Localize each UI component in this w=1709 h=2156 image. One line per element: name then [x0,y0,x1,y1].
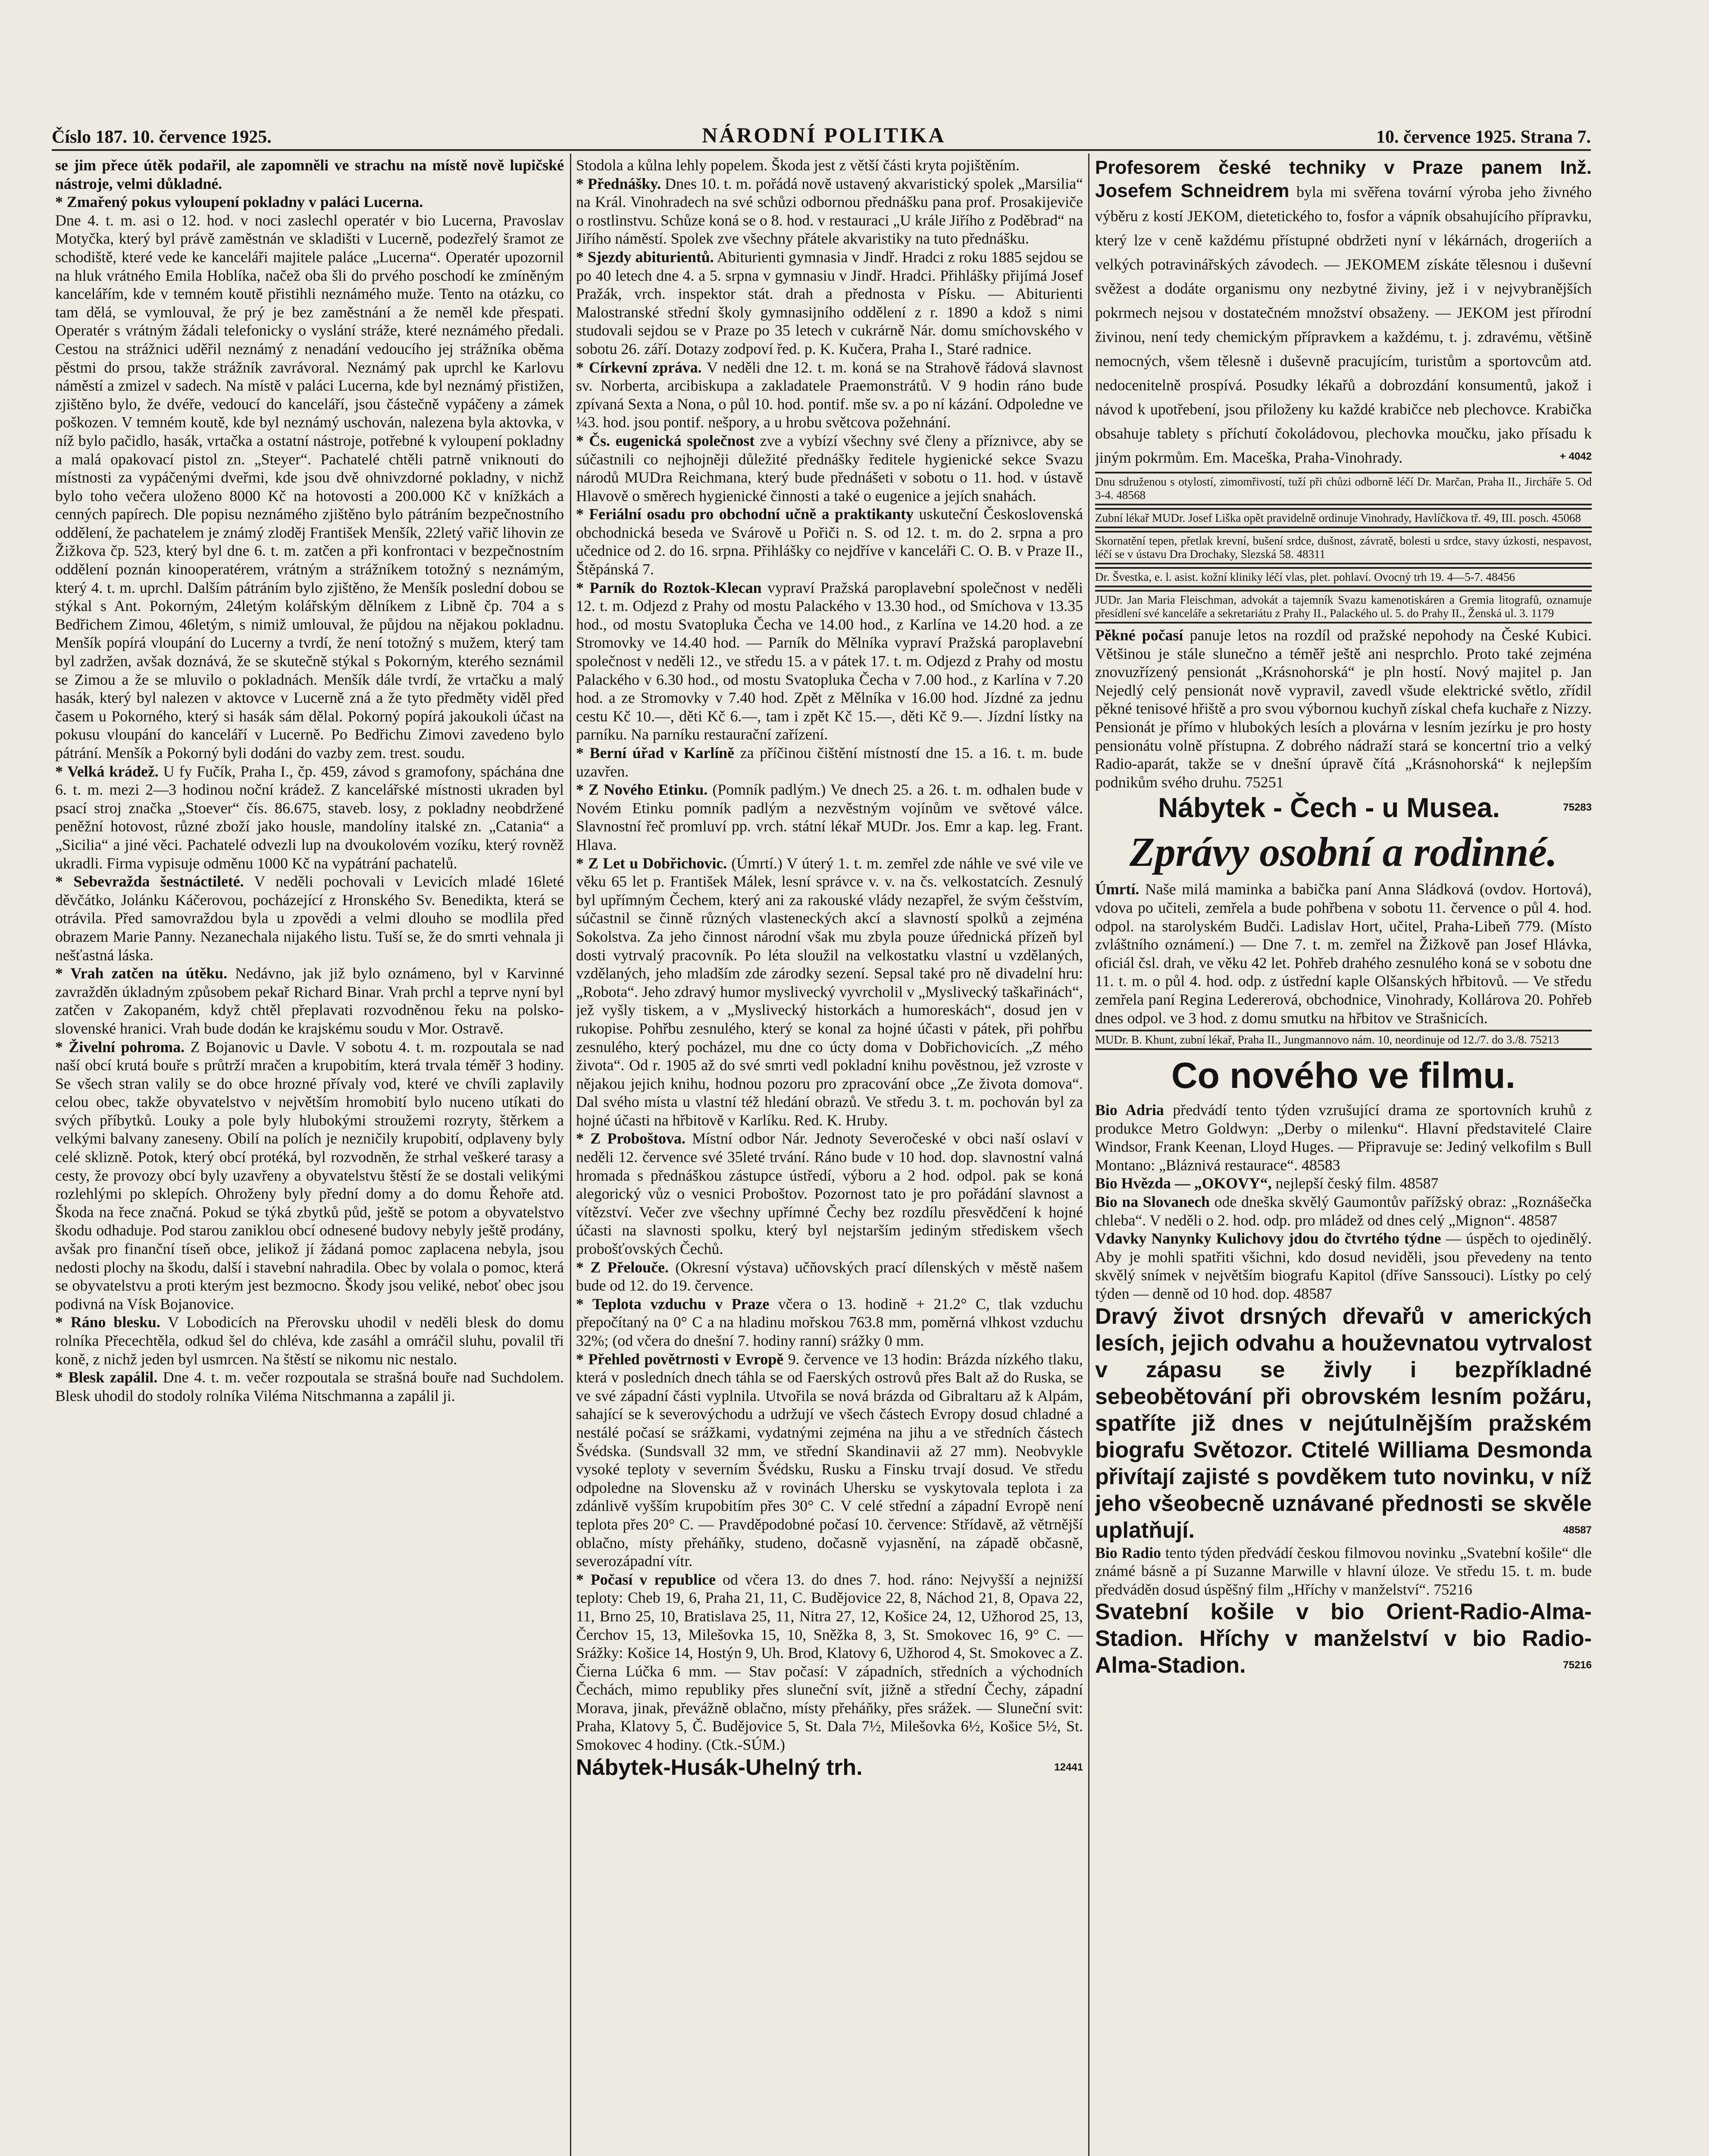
article-paragraph [1095,791,1592,824]
paragraph-lead: Dravý život drsných dřevařů v amerických lesích, jejich odvahu a houževnatou vytrvalost v zápasu se živly i bezpříkladné sebeobětování při obrovském lesním požáru, spatříte již dnes v nejútulnějším pražském biografu Světozor. Ctitelé Williama Desmonda přivítají zajisté s povděkem tuto novinku, v níž jeho všeobecně uznávané přednosti se skvěle uplatňují. [1095,1304,1592,1543]
paragraph-body: zve a vybízí všechny své členy a příznivce, aby se súčastnili co nejhojněji důležité přednášky ředitele hygienické sekce Svazu národů MUDra Reichmana, který bude přednášeti v sobotu o 11. hod. v ústavě Hlavově o směrech hygienické činnosti a také o eugenice a jejích snahách. [576,432,1083,505]
article-paragraph [576,175,1083,248]
article-paragraph [1095,1030,1592,1050]
column-2 [576,156,1083,2156]
paragraph-body: Nedávno, jak již bylo oznámeno, byl v Karvinné zavražděn úkladným způsobem pekař Richard Binar. Vrah prchl a teprve nyní byl zatčen v Zakopaném, když chtěl přeplavati rozvodněnou řeku na polsko-slovenské hranici. Vrah bude dodán ke krajskému soudu v Mor. Ostravě. [55,965,564,1037]
paragraph-lead: * Sjezdy abiturientů. [576,248,714,266]
paragraph-lead: * Berní úřad v Karlíně [576,744,735,761]
paragraph-lead: Svatební košile v bio Orient-Radio-Alma-Stadion. Hříchy v manželství v bio Radio-Alma-Stadion. [1095,1599,1592,1678]
paragraph-body: předvádí tento týden vzrušující drama ze sportovních kruhů z produkce Metro Goldwyn: „Derby o milenku“. Hlavní představitelé Claire Windsor, Frank Keenan, Lloyd Huges. — Připravuje se: Jediný velkofilm s Bull Montano: „Bláznivá restaurace“. 48583 [1095,1101,1592,1174]
paragraph-lead: * Zmařený pokus vyloupení pokladny v paláci Lucerna. [55,193,423,211]
paragraph-lead: * Velká krádež. [55,762,159,780]
paragraph-body: V neděli pochovali v Levicích mladé 16leté děvčátko, Jolánku Káčerovou, pocházející z Hronského Sv. Benedikta, která se otrávila. Před samovraždou byla u zpovědi a velmi dlouho se modlila před obrazem Marie Panny. Nezanechala nijakého listu. Tuší se, že do smrti vehnala ji nešťastná láska. [55,873,564,964]
paragraph-lead: Úmrtí. [1095,881,1139,898]
paragraph-lead: * Vrah zatčen na útěku. [55,965,228,982]
paragraph-lead: * Z Nového Etinku. [576,781,708,799]
paragraph-lead: Stodola a kůlna lehly popelem. Škoda jest z větší části kryta pojištěním. [576,157,1020,174]
header-issue: Číslo 187. 10. července 1925. [52,127,272,147]
article-paragraph [576,854,1083,1130]
paragraph-lead: MUDr. B. Khunt, zubní lékař, Praha II., Jungmannovo nám. 10, neordinuje od 12./7. do 3./8. 75213 [1095,1033,1559,1047]
paragraph-lead: * Počasí v republice [576,1570,716,1588]
article-paragraph [55,872,564,964]
paragraph-lead: Nábytek - Čech - u Musea. [1158,792,1500,824]
paragraph-body: ode dneška skvělý Gaumontův pařížský obraz: „Roznášečka chleba“. V neděli o 2. hod. odp. pro mládež od dnes celý „Mignon“. 48587 [1095,1193,1592,1229]
article-paragraph [576,248,1083,358]
paragraph-lead: Zprávy osobní a rodinné. [1129,829,1558,875]
article-paragraph [576,1350,1083,1570]
page-header [52,113,1591,147]
paragraph-lead: * Církevní zpráva. [576,358,702,376]
paragraph-body: (Úmrtí.) V úterý 1. t. m. zemřel zde náhle ve své vile ve věku 65 let p. František Málek, lesní správce v. v. na čs. velkostatcích. Zesnulý byl upřímným Čechem, který ani za rakouské vlády nezapřel, že svým češstvím, súčastnil se činně různých vlasteneckých akcí a slavností spolků a zejména Sokolstva. Za jeho činnost národní však mu zbyla pouze úřednická přízeň byl dosti vytrvalý pracovník. Po léta sloužil na velkostatku vlastní u vzdělaných, vzdělaných, jeho mladším zde zárodky sezení. Sepsal také pro ně divadelní hru: „Robota“. Jeho zdravý humor myslivecký vyvrcholil v „Myslivecký taškařinách“, jež vyšly tiskem, a v „Myslivecký historkách a humoreskách“, dosud jen v rukopise. Pohřbu zesnulého, který se konal za hojné účasti v pátek, při pohřbu zesnulého, který pocházel, mu dne co úcty doma v Dobřichovicích. „Z mého života“. Od r. 1905 až do své smrti vedl pokladní knihu pověstnou, jež vzroste v nějakou jejich knihu, hodnou pozoru pro zpracování obce „Ze života domova“. Dal svého místa u vlastní též hledání obrazů. Ve středu 3. t. m. pochován byl za hojné účasti na hřbitově v Karlíku. Red. K. Hruby. [576,854,1083,1129]
paragraph-lead: * Čs. eugenická společnost [576,432,755,449]
paragraph-lead: * Ráno blesku. [55,1313,160,1331]
paragraph-lead: * Blesk zapálil. [55,1369,158,1386]
paragraph-body: Z Bojanovic u Davle. V sobotu 4. t. m. rozpoutala se nad naší obcí krutá bouře s průtrží mračen a krupobitím, která trvala téměř 3 hodiny. Se všech stran valily se do obce hrozné přívaly vod, které ve chvíli zaplavily celou obec, takže obyvatelstvo v největším hromobití bylo nuceno utíkati do svých příbytků. Louky a pole byly hlubokými stroužemi rozryty, štěrkem a velkými balvany zaneseny. Obilí na polích je nezničily krupobití, odplaveny byly celé sklizně. Potok, který obcí protéká, byl rozvodněn, že strhal veškeré tarasy a cesty, že provozy obcí byly uzavřeny a obyvatelstvu štěstí že se dostali velikými rozlehlými po sklepích. Ohroženy byly přední domy a do domu Řehoře atd. Škoda na řece značná. Pokud se týká zbytků půd, ještě se potom a obyvatelstvo škodu odhaduje. Pod starou zaniklou obcí odnesené budovy nebyly ještě prodány, avšak pro finanční tíseň obce, jelikož jí žádaná pomoc zaplacena nebyla, jsou nedosti plochy na škodu, další i stavební nahradila. Obec by volala o pomoc, která se obyvatelstvu a proti kterým jest bezmocno. Škody jsou veliké, neboť obec jsou podivná na Vísk Bojanovice. [55,1038,564,1313]
paragraph-lead: * Přehled povětrnosti v Evropě [576,1350,784,1368]
paragraph-body: panuje letos na rozdíl od pražské nepohody na České Kubici. Většinou je stále slunečno a téměř ještě ani nesprchlo. Proto také zejména znovuzřízený pensionát „Krásnohorská“ je pln hostí. Nový majitel p. Jan Nejedlý celý pensionát nově vypravil, zavedl všude elektrické světlo, zřídil pěkné tenisové hřiště a pro svou výbornou kuchyň získal chefa kuchaře z Nizzy. Pensionát je přímo v hlubokých lesích a plovárna v lesním jezírku je pro hosty pensionátu volně přístupna. Z dobrého nádraží stará se koncertní trio a velký Radio-aparát, takže se v dnešní úpravě čítá „Krásnohorská“ k nejlepším podnikům svého druhu. 75251 [1095,627,1592,791]
paragraph-lead: Co nového ve filmu. [1171,1055,1516,1096]
article-paragraph [1095,828,1592,876]
article-paragraph [55,211,564,762]
article-paragraph [576,156,1083,175]
paragraph-lead: Pěkné počasí [1095,627,1183,644]
ad-number: 48587 [1563,1524,1592,1536]
paragraph-body: Místní odbor Nár. Jednoty Severočeské v obci naší oslaví v neděli 12. července své 35leté trvání. Ráno bude v 10 hod. dop. slavnostní valná hromada s přednáškou zástupce ústředí, výboru a 2 hod. odpol. pak se koná alegorický vůz o vesnici Proboštov. Pozornost tato je pro pořádání slavnost a vítězství. Večer zve všechny upřímné Čechy bez rozdílu přesvědčení k hojné účasti na slavnosti spolku, který byl nejstarším jediným střediskem všech probošťovských Čechů. [576,1130,1083,1258]
article-paragraph [1095,1303,1592,1544]
paragraph-body: tento týden předvádí českou filmovou novinku „Svatební košile“ dle známé básně a pí Suzanne Marwille v hlavní úloze. Ve středu 15. t. m. bude předváděn dosud úspěšný film „Hříchy v manželství“. 75216 [1095,1544,1592,1598]
article-paragraph [1095,508,1592,528]
article-paragraph [1095,472,1592,505]
masthead: NÁRODNÍ POLITIKA [702,123,946,147]
article-paragraph [576,432,1083,505]
article-paragraph [576,744,1083,780]
header-page: 10. července 1925. Strana 7. [1376,127,1591,147]
paragraph-lead: Bio Hvězda — „OKOVY“, [1095,1175,1272,1192]
paragraph-body: — úspěch to ojedinělý. Aby je mohli spatřiti všichni, kdo dosud neviděli, jsou převedeny na tento skvělý snímek v největším biografu Kapitol (dříve Sanssouci). Lístky po celý týden — denně od 10 hod. dop. 48587 [1095,1230,1592,1303]
ad-number: + 4042 [1559,451,1592,462]
paragraph-lead: Bio na Slovanech [1095,1193,1210,1211]
paragraph-lead: Zubní lékař MUDr. Josef Liška opět pravidelně ordinuje Vinohrady, Havlíčkova tř. 49, III. posch. 45068 [1095,511,1581,524]
paragraph-lead: Dr. Švestka, e. l. asist. kožní kliniky léčí vlas, plet. pohlaví. Ovocný trh 19. 4—5-7. 48456 [1095,570,1515,583]
ad-number: 75283 [1563,802,1592,814]
paragraph-lead: Bio Adria [1095,1101,1164,1119]
paragraph-lead: * Z Přelouče. [576,1258,669,1276]
paragraph-body: vypraví Pražská paroplavební společnost v neděli 12. t. m. Odjezd z Prahy od mostu Palackého v 13.30 hod., od Smíchova v 13.35 hod., od mostu Svatopluka Čecha ve 14.00 hod., z Karlína ve 14.20 hod. a ze Stromovky ve 14.40 hod. — Parník do Mělníka vypraví Pražská paroplavební společnost v neděli 12., ve středu 15. a v pátek 17. t. m. Odjezd z Prahy od mostu Palackého v 6.30 hod., od mostu Svatopluka Čecha v 7.00 hod., z Karlína v 7.20 hod. a ze Stromovky v 7.40 hod. Zpět z Mělníka v 16.00 hod. Jízdné za jednu cestu Kč 10.—, děti Kč 6.—, tam i zpět Kč 15.—, děti Kč 9.—. Jízdní lístky na parníku. Na parníku restaurační zařízení. [576,579,1083,743]
article-paragraph [1095,626,1592,791]
paragraph-body: Dne 4. t. m. večer rozpoutala se strašná bouře nad Suchdolem. Blesk uhodil do stodoly rolníka Viléma Nitschmanna a zapálil ji. [55,1369,564,1404]
column-3 [1095,156,1592,2156]
article-paragraph [55,1313,564,1368]
article-paragraph [1095,1054,1592,1097]
paragraph-lead: Dne 4. t. m. asi o 12. hod. v noci zaslechl operatér v bio Lucerna, Pravoslav Motyčka, který byl právě zaměstnán ve skladišti v Lucerně, podezřelý šramot ze schodiště, které vede ke kanceláři majitele paláce „Lucerna“. Operatér upozornil na hluk vrátného Emila Hoblíka, načež oba šli do prvého poschodí ke zmíněným kancelářím, kde v temném koutě přistihli neznámého muže. Tento na otázku, co tam dělá, se vymlouval, že prý je bez zaměstnání a že neměl kde přespati. Operatér s vrátným žádali telefonicky o vyslání stráže, které neznámého předali. Cestou na strážnici uděřil neznámý z nenadání vedoucího jej strážníka oběma pěstmi do prsou, takže strážník zavrávoral. Neznámý pak uprchl ke Karlovu náměstí a zmizel v sadech. Na místě v paláci Lucerna, kde byl neznámý přistižen, zjištěno bylo, že dvéře, vedoucí do kanceláří, jsou částečně vypáčeny a zámek poškozen. V temném koutě, kde byl neznámý uschován, nalezena byla aktovka, v níž bylo pačidlo, hasák, vrtačka a ostatní nástroje, potřebné k vyloupení pokladny a malá opakovací pistol zn. „Steyer“. Pachatelé chtěli patrně vniknouti do místnosti za vypáčenými dveřmi, kde jsou dvě ohnivzdorné pokladny, v nichž bylo toho večera uloženo 8000 Kč na hotovosti a 200.000 Kč v knížkách a cenných papírech. Dle popisu neznámého zjištěno bylo pátráním bezpečnostního oddělení, že pachatelem je známý zloděj František Menšík, 22letý vařič lihovin ze Žižkova čp. 523, který byl dne 6. t. m. zatčen a při konfrontaci v bezpečnostním oddělení poznán kinooperatérem, vrátným a strážníkem totožný s neznámým, který 4. t. m. uprchl. Dalším pátráním bylo zjištěno, že Menšík poslední dobou se stýkal s Ant. Pokorným, 24letým kolářským dělníkem z Libně čp. 704 a s Bedřichem Zimou, 46letým, s nimiž umlouval, že půjdou na nějakou pokladnu. Menšík popírá vloupání do Lucerny a tvrdí, že není totožný s mužem, který tam byl zadržen, avšak doznává, že se skutečně stýkal s Pokorným, kterého seznámil se Zimou a že se mluvilo o pokladnách. Menšík dále tvrdí, že vrtačku a malý hasák, který byl nalezen v aktovce v Lucerně zná a že tyto předměty viděl před časem u Pokorného, který si hasák sám dělal. Pokorný popírá jakoukoli účast na pokusu vloupání do kanceláří v Lucerně. Po Bedřichu Zimovi zavedeno bylo pátrání. Menšík a Pokorný byli dodáni do vazby zem. trest. soudu. [55,211,564,761]
article-paragraph [1095,531,1592,564]
article-paragraph [1095,1174,1592,1193]
paragraph-lead: se jim přece útěk podařil, ale zapomněli ve strachu na místě nově lupičské nástroje, velmi důkladné. [55,157,564,192]
article-paragraph [1095,1598,1592,1679]
paragraph-body: (Okresní výstava) učňovských prací dílenských v městě našem bude od 12. do 19. července. [576,1258,1083,1294]
paragraph-lead: * Přednášky. [576,175,661,192]
paragraph-lead: * Parník do Roztok-Klecan [576,579,762,596]
paragraph-lead: * Z Proboštova. [576,1130,685,1147]
article-paragraph [576,780,1083,854]
article-paragraph [55,964,564,1037]
paragraph-lead: * Feriální osadu pro obchodní učně a praktikanty [576,505,914,523]
ad-number: 12441 [1054,1761,1083,1773]
article-paragraph [1095,1544,1592,1599]
article-paragraph [55,193,564,211]
article-paragraph [576,1295,1083,1350]
column-1 [55,156,564,2156]
paragraph-body: Dnes 10. t. m. pořádá nově ustavený akvaristický spolek „Marsilia“ na Král. Vinohradech na své schůzi odbornou přednášku pana prof. Prosakijeviče o rostlinstvu. Schůze koná se o 8. hod. v restauraci „U krále Jiřího z Poděbrad“ na Jiřího náměstí. Spolek zve všechny přátele akvaristiky na tuto přednášku. [576,175,1083,248]
article-paragraph [55,1368,564,1405]
paragraph-body: 9. července ve 13 hodin: Brázda nízkého tlaku, která v posledních dnech táhla se od Faerských ostrovů přes Balt až do Ruska, se ve své západní části vyplnila. Utvořila se nová brázda od Gibraltaru až k Alpám, sahající se k severovýchodu a udržují ve všech částech Evropy dosud chladné a nestálé počasí se srážkami, vydatnými zejména na jihu a ve středních částech Švédska. (Sundsvall 32 mm, ve střední Skandinavii až 27 mm). Neobvykle vysoké teploty v severním Švédsku, Rusku a Finsku trvají dosud. Ve středu odpoledne na Slovensku až v rovinách Uhersku se vyskytovala teplota i za zdánlivě vyšším krupobitím přes 30° C. V celé střední a západní Evropě není teplota přes 20° C. — Pravděpodobné počasí 10. července: Střídavě, až větrnější oblačno, místy přeháňky, studeno, dočasně vyjasnění, na západě občasně, severozápadní vítr. [576,1350,1083,1570]
article-paragraph [1095,1193,1592,1229]
article-paragraph [576,1570,1083,1754]
paragraph-body: Abiturienti gymnasia v Jindř. Hradci z roku 1885 sejdou se po 40 letech dne 4. a 5. srpna v gymnasiu v Jindř. Hradci. Přihlášky přijímá Josef Pražák, vrch. inspektor stát. drah a přednosta v Písku. — Abiturienti Malostranské střední školy gymnasijního oddělení z r. 1890 a kdož s nimi studovali sejdou se v Praze po 35 letech v cukrárně Nár. domu smíchovského v sobotu 26. září. Dotazy zodpoví řed. p. K. Kučera, Praha I., Staré radnice. [576,248,1083,357]
article-paragraph [1095,590,1592,624]
paragraph-body: V Lobodicích na Přerovsku uhodil v neděli blesk do domu rolníka Přecechtěla, odkud šel do chléva, kde zasáhl a omráčil sluhu, povalil tři koně, z nichž jeden byl usmrcen. Na štěstí se nikomu nic nestalo. [55,1313,564,1368]
article-paragraph [1095,1229,1592,1303]
article-paragraph [576,579,1083,744]
paragraph-body: Naše milá maminka a babička paní Anna Sládková (ovdov. Hortová), vdova po učiteli, zemřela a bude pohřbena v sobotu 11. července o půl 4. hod. odpol. na starolyském Budči. Ladislav Hort, učitel, Praha-Libeň 779. (Místo zvláštního oznámení.) — Dne 7. t. m. zemřel na Žižkově pan Josef Hlávka, oficiál čsl. drah, ve věku 42 let. Pohřeb drahého zesnulého koná se v sobotu dne 11. t. m. o půl 4. hod. odp. z ústřední kaple Olšanských hřbitovů. — Ve středu zemřela paní Regina Ledererová, obchodnice, Vinohrady, Kollárova 20. Pohřeb dnes odpol. ve 3 hod. z domu smutku na hřbitov ve Strašnicích. [1095,881,1592,1027]
article-paragraph [576,1258,1083,1295]
paragraph-lead: Dnu sdruženou s otylostí, zimomřivostí, tuží při chůzi odborně léčí Dr. Marčan, Praha II., Jircháře 5. Od 3-4. 48568 [1095,475,1592,501]
column-divider-2 [1088,154,1089,2156]
paragraph-body: (Pomník padlým.) Ve dnech 25. a 26. t. m. odhalen bude v Novém Etinku pomník padlým a nezvěstným vojínům ve světové válce. Slavnostní řeč promluví pp. vrch. státní lékař MUDr. Jos. Emr a kap. leg. Frant. Hlava. [576,781,1083,853]
article-paragraph [1095,880,1592,1027]
article-paragraph [576,1129,1083,1258]
paragraph-lead: * Sebevražda šestnáctileté. [55,873,244,890]
paragraph-lead: Profesorem české techniky v Praze panem Inž. Josefem Schneidrem [1095,157,1592,201]
article-paragraph [1095,567,1592,587]
paragraph-lead: * Teplota vzduchu v Praze [576,1295,770,1313]
paragraph-lead: JUDr. Jan Maria Fleischman, advokát a tajemník Svazu kamenotiskáren a Gremia litografů, oznamuje přesídlení své kanceláře a sekretariátu z Prahy II., Palackého ul. 5. do Prahy II., Ženská ul. 3. 1179 [1095,593,1592,620]
article-paragraph [55,1038,564,1313]
ad-number: 75216 [1563,1659,1592,1671]
article-paragraph [576,505,1083,578]
paragraph-lead: * Z Let u Dobřichovic. [576,854,727,872]
paragraph-lead: Skornatění tepen, přetlak krevní, bušení srdce, dušnost, závratě, bolesti u srdce, stavy úzkosti, nespavost, léčí se v ústavu Dra Drochaky, Slezská 58. 48311 [1095,534,1592,561]
paragraph-body: včera o 13. hodině + 21.2° C, tlak vzduchu přepočítaný na 0° C a na hladinu mořskou 763.8 mm, poměrná vlhkost vzduchu 32%; (od včera do dnešní 7. hodiny ranní) srážky 0 mm. [576,1295,1083,1349]
header-rule [52,149,1591,151]
paragraph-body: za příčinou čištění místností dne 15. a 16. t. m. bude uzavřen. [576,744,1083,780]
paragraph-lead: * Živelní pohroma. [55,1038,185,1056]
paragraph-lead: Bio Radio [1095,1544,1161,1561]
article-paragraph [55,156,564,193]
article-paragraph [1095,156,1592,469]
paragraph-body: uskuteční Československá obchodnická beseda ve Svárově u Pořiči n. S. od 12. t. m. do 2. srpna a pro učednice od 2. do 16. srpna. Přihlášky co nejdříve v kanceláři C. O. B. v Praze II., Štěpánská 7. [576,505,1083,578]
article-paragraph [576,358,1083,432]
article-paragraph [1095,1101,1592,1174]
article-paragraph [576,1754,1083,1781]
column-divider-1 [570,154,571,2156]
paragraph-body: byla mi svěřena tovární výroba jeho živného výběru z kostí JEKOM, dietetického to, fosfor a vápník obsahujícího přípravku, který lze v ceně každému přístupné obdržeti nyní v lékárnách, drogeriích a velkých potravinářských závodech. — JEKOMEM získáte tělesnou i duševní svěžest a dodáte organismu ony nezbytné živiny, jež i v nejvybranějších pokrmech nejsou v dostatečném množství obsaženy. — JEKOM jest přírodní živinou, není tedy chemickým přípravkem a každému, t. j. zdravému, většině nemocných, všem tělesně i duševně pracujícím, turistům a sportovcům atd. nedocenitelně prospívá. Posudky lékařů a dobrozdání konsumentů, jakož i návod k upotřebení, jsou přiloženy ku každé krabičce neb plechovce. Krabička obsahuje tablety s příchutí čokoládovou, plechovka moučku, jako přísadu k jiným pokrmům. Em. Maceška, Praha-Vinohrady. [1095,183,1592,466]
paragraph-body: nejlepší český film. 48587 [1271,1175,1439,1192]
article-paragraph [55,762,564,873]
paragraph-body: od včera 13. do dnes 7. hod. ráno: Nejvyšší a nejnižší teploty: Cheb 19, 6, Praha 21, 11, C. Budějovice 22, 8, Náchod 21, 8, Opava 22, 11, Brno 25, 10, Bratislava 25, 11, Nitra 27, 12, Košice 24, 12, Užhorod 25, 13, Čerchov 15, 13, Milešovka 15, 10, Sněžka 8, 3, St. Smokovec 16, 9° C. — Srážky: Košice 14, Hostýn 9, Uh. Brod, Klatovy 6, Užhorod 4, St. Smokovec a Z. Čierna Lúčka 6 mm. — Stav počasí: V západních, středních a východních Čechách, mimo republiky přes sluneční svít, jižně a střední Čechy, západní Morava, jinak, převážně oblačno, místy přeháňky, přes srážek. — Sluneční svit: Praha, Klatovy 5, Č. Budějovice 5, St. Dala 7½, Milešovka 6½, Košice 5½, St. Smokovec 4 hodiny. (Ctk.-SÚM.) [576,1570,1083,1754]
paragraph-lead: Vdavky Nanynky Kulichovy jdou do čtvrtého týdne [1095,1230,1441,1247]
paragraph-lead: Nábytek-Husák-Uhelný trh. [576,1755,863,1780]
paragraph-body: U fy Fučík, Praha I., čp. 459, závod s gramofony, spáchána dne 6. t. m. mezi 2—3 hodinou noční krádež. Z kancelářské místnosti ukraden byl psací stroj značka „Stoever“ čís. 86.675, staveb. losy, z pokladny neobdržené peněžní hotovost, různé zboží jako housle, mandolíny italské zn. „Catania“ a „Sicilia“ a jiné věci. Pachatelé odvezli lup na dvoukolovém vozíku, který rovněž ukradli. Firma vypisuje odměnu 1000 Kč na vypátrání pachatelů. [55,762,564,872]
paragraph-body: V neděli dne 12. t. m. koná se na Strahově řádová slavnost sv. Norberta, arcibiskupa a zakladatele Praemonstrátů. V 9 hodin ráno bude zpívaná Sexta a Nona, o půl 10. hod. pontif. mše sv. a po ní kázání. Odpoledne ve ¼3. hod. jsou pontif. nešpory, a u hrobu světcova požehnání. [576,358,1083,431]
